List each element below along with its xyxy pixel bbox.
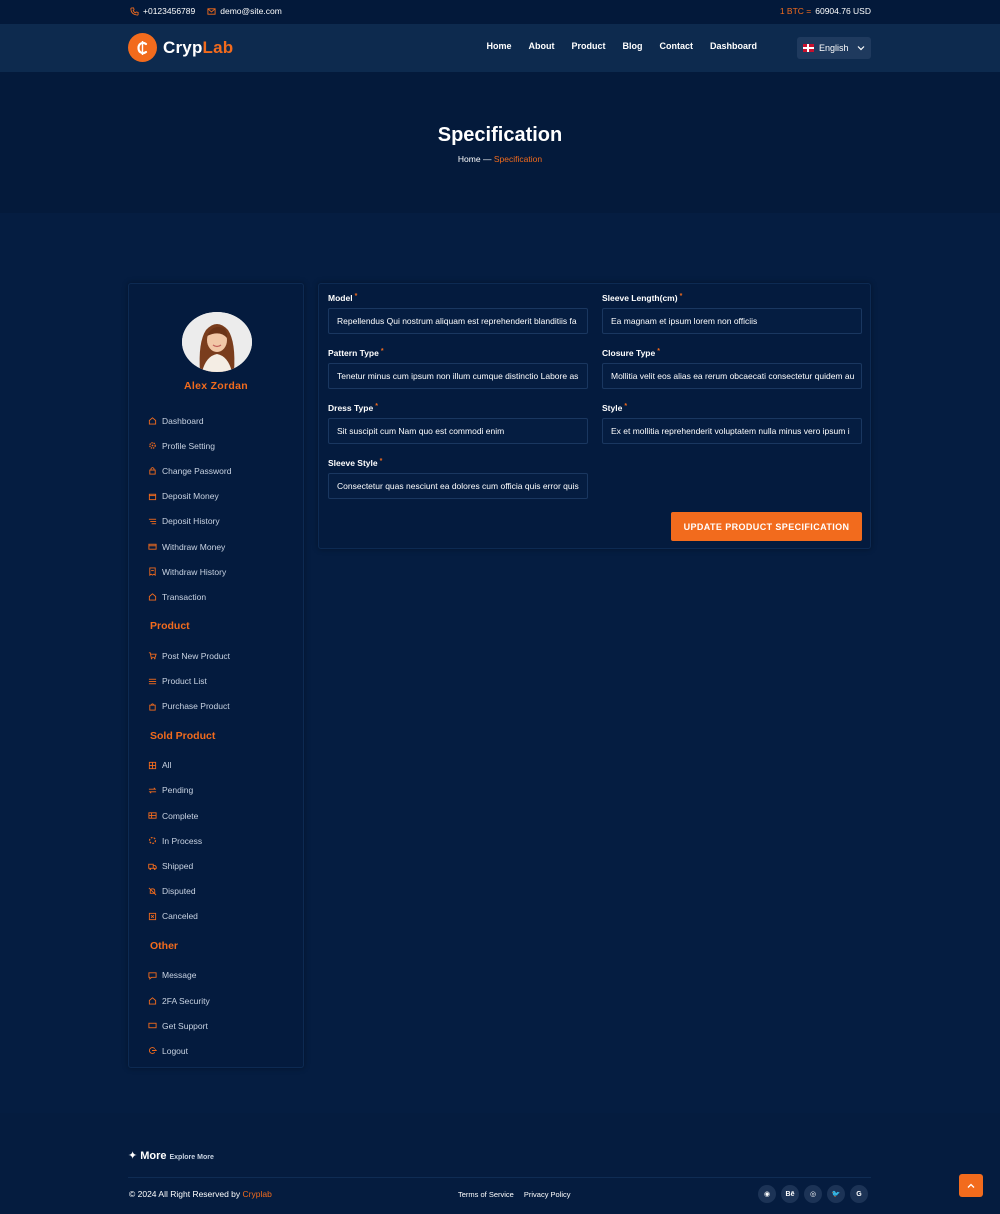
email-address: demo@site.com (220, 6, 282, 16)
twitter-icon[interactable]: 🐦 (827, 1185, 845, 1203)
sidebar-item-label: Transaction (162, 591, 207, 602)
logo-text-accent: Lab (202, 37, 234, 57)
style-input[interactable]: Ex et mollitia reprehenderit voluptatem nulla minus vero ipsum i (602, 418, 862, 444)
sidebar-item-label: Canceled (162, 911, 198, 922)
truck-icon (148, 862, 157, 871)
language-value: English (819, 43, 849, 53)
breadcrumb-separator: — (482, 154, 492, 164)
phone-icon (130, 7, 139, 16)
more-sublabel: Explore More (169, 1154, 214, 1161)
ticket-icon (148, 1021, 157, 1030)
sidebar-item-label: Purchase Product (162, 701, 230, 712)
more-label: More (140, 1150, 167, 1162)
home-icon (148, 416, 157, 425)
nav-dashboard[interactable]: Dashboard (709, 41, 757, 51)
dashboard-sidebar (128, 283, 304, 1068)
bell-off-icon (148, 887, 157, 896)
mail-icon (207, 7, 216, 16)
specification-form (318, 283, 871, 549)
chevron-down-icon (857, 44, 865, 52)
sidebar-item-transaction[interactable] (148, 584, 231, 609)
sidebar-item-label: Withdraw History (162, 566, 227, 577)
explore-more[interactable] (128, 1149, 214, 1162)
style-field-group (602, 403, 862, 444)
back-to-top-button[interactable] (959, 1174, 983, 1197)
sidebar-item-logout[interactable] (148, 1038, 231, 1063)
sidebar-item-pending[interactable] (148, 778, 231, 803)
sidebar-item-label: Logout (162, 1045, 188, 1056)
closure-type-input[interactable]: Mollitia velit eos alias ea rerum obcaecati consectetur quidem au (602, 363, 862, 389)
dribbble-icon[interactable]: ◉ (758, 1185, 776, 1203)
closure-type-label (602, 348, 862, 358)
sleeve-length-input[interactable]: Ea magnam et ipsum lorem non officiis (602, 308, 862, 334)
list-icon (148, 517, 157, 526)
btc-rate-value: 60904.76 USD (815, 6, 871, 16)
sidebar-item-withdraw-money[interactable] (148, 534, 231, 559)
sidebar-item-label: Post New Product (162, 650, 231, 661)
sidebar-item-deposit-history[interactable] (148, 509, 231, 534)
site-header (0, 24, 1000, 72)
logo-text-primary: Cryp (163, 37, 203, 57)
sidebar-item-shipped[interactable] (148, 853, 231, 878)
sidebar-item-disputed[interactable] (148, 879, 231, 904)
behance-icon[interactable]: Bē (781, 1185, 799, 1203)
dress-type-field-group (328, 403, 588, 444)
breadcrumb-home[interactable]: Home (457, 154, 481, 164)
home-icon (148, 592, 157, 601)
email-contact[interactable] (207, 6, 282, 16)
grid-icon (148, 761, 157, 770)
sidebar-item-label: Complete (162, 810, 199, 821)
sidebar-section-product: Product (150, 620, 190, 633)
menu-icon (148, 677, 157, 686)
receipt-icon (148, 567, 157, 576)
sidebar-item-label: All (162, 760, 172, 771)
sleeve-length-label (602, 293, 862, 303)
sleeve-style-field-group (328, 458, 588, 499)
sidebar-item-profile-setting[interactable] (148, 433, 231, 458)
card-icon (148, 542, 157, 551)
model-label (328, 293, 588, 303)
site-logo[interactable] (128, 33, 233, 62)
model-label-text: Model (328, 293, 353, 303)
sidebar-item-label: Dashboard (162, 415, 204, 426)
sidebar-item-post-new-product[interactable] (148, 643, 231, 668)
page-hero (0, 72, 1000, 213)
nav-blog[interactable]: Blog (622, 41, 643, 51)
main-nav (486, 41, 757, 51)
model-input[interactable]: Repellendus Qui nostrum aliquam est reprehenderit blanditiis fa (328, 308, 588, 334)
sidebar-item-label: Profile Setting (162, 440, 215, 451)
sleeve-length-field-group (602, 293, 862, 334)
sidebar-item-canceled[interactable] (148, 904, 231, 929)
nav-home[interactable]: Home (486, 41, 512, 51)
sidebar-item-withdraw-history[interactable] (148, 559, 231, 584)
sidebar-item-purchase-product[interactable] (148, 694, 231, 719)
sparkle-icon: ✦ (128, 1150, 138, 1162)
required-mark: * (624, 403, 628, 410)
top-bar (0, 0, 1000, 24)
dress-type-label (328, 403, 588, 413)
sidebar-item-dashboard[interactable] (148, 408, 231, 433)
sidebar-item-label: Shipped (162, 861, 194, 871)
sidebar-item-label: Pending (162, 785, 194, 796)
lock-icon (148, 466, 157, 475)
required-mark: * (657, 348, 660, 355)
nav-product[interactable]: Product (571, 41, 606, 51)
phone-contact[interactable] (130, 6, 195, 16)
sidebar-item-message[interactable] (148, 963, 231, 988)
sidebar-section-other: Other (150, 939, 179, 952)
dress-type-input[interactable]: Sit suscipit cum Nam quo est commodi enim (328, 418, 588, 444)
sidebar-item-label: Withdraw Money (162, 541, 226, 552)
logout-icon (148, 1046, 157, 1055)
sidebar-item-label: Deposit History (162, 516, 220, 527)
x-square-icon (148, 912, 157, 921)
sidebar-item-in-process[interactable] (148, 828, 231, 853)
uk-flag-icon (803, 44, 814, 52)
btc-rate-label: 1 BTC = (779, 6, 812, 16)
dress-type-label-text: Dress Type (328, 403, 374, 413)
style-label (602, 403, 862, 413)
logo-text (163, 38, 233, 58)
logo-coin-icon (128, 33, 157, 62)
sidebar-item-label: Get Support (162, 1020, 208, 1031)
cart-icon (148, 651, 157, 660)
pattern-type-label (328, 348, 588, 358)
model-field-group (328, 293, 588, 334)
update-specification-button[interactable]: UPDATE PRODUCT SPECIFICATION (671, 512, 862, 541)
required-mark: * (375, 403, 378, 410)
phone-number: +0123456789 (143, 6, 196, 16)
copyright-brand-link[interactable]: Cryplab (242, 1189, 272, 1199)
nav-about[interactable]: About (528, 41, 555, 51)
language-select[interactable] (797, 37, 871, 59)
sidebar-item-label: Disputed (162, 886, 196, 897)
breadcrumb-current: Specification (493, 154, 543, 164)
sidebar-item-label: Deposit Money (162, 491, 219, 502)
swap-icon (148, 786, 157, 795)
required-mark: * (354, 293, 358, 300)
pattern-type-input[interactable]: Tenetur minus cum ipsum non illum cumque distinctio Labore as (328, 363, 588, 389)
sidebar-item-all[interactable] (148, 753, 231, 778)
sidebar-item-2fa-security[interactable] (148, 988, 231, 1013)
copyright-text: © 2024 All Right Reserved by (129, 1189, 241, 1199)
copyright (129, 1189, 272, 1199)
page-title: Specification (437, 124, 563, 146)
sidebar-item-label: Product List (162, 676, 207, 687)
sleeve-style-input[interactable]: Consectetur quas nesciunt ea dolores cum officia quis error quis (328, 473, 588, 499)
terms-link[interactable]: Terms of Service (458, 1190, 514, 1199)
sidebar-item-label: Message (162, 970, 197, 981)
instagram-icon[interactable]: ◎ (804, 1185, 822, 1203)
gear-icon (148, 441, 157, 450)
required-mark: * (380, 348, 384, 355)
pattern-type-label-text: Pattern Type (328, 348, 379, 358)
avatar (182, 312, 252, 372)
table-icon (148, 811, 157, 820)
spinner-icon (148, 836, 157, 845)
sidebar-item-label: In Process (162, 835, 203, 846)
sleeve-style-label-text: Sleeve Style (328, 458, 378, 468)
footer-links (458, 1190, 571, 1199)
chat-icon (148, 971, 157, 980)
sidebar-item-deposit-money[interactable] (148, 484, 231, 509)
user-name: Alex Zordan (184, 380, 248, 392)
chevron-up-icon (966, 1181, 976, 1191)
sidebar-item-product-list[interactable] (148, 668, 231, 693)
sidebar-section-sold-product: Sold Product (150, 729, 216, 742)
sidebar-item-label: Change Password (162, 465, 232, 476)
required-mark: * (379, 458, 383, 465)
privacy-link[interactable]: Privacy Policy (523, 1190, 571, 1199)
pattern-type-field-group (328, 348, 588, 389)
footer-divider (128, 1177, 871, 1178)
sidebar-item-complete[interactable] (148, 803, 231, 828)
sidebar-item-label: 2FA Security (162, 995, 210, 1006)
style-label-text: Style (602, 403, 623, 413)
btc-rate (780, 6, 871, 16)
sleeve-length-label-text: Sleeve Length(cm) (602, 293, 678, 303)
sidebar-item-change-password[interactable] (148, 458, 231, 483)
nav-contact[interactable]: Contact (659, 41, 693, 51)
sidebar-menu (148, 408, 231, 1064)
required-mark: * (679, 293, 683, 300)
social-links (758, 1185, 868, 1203)
sidebar-item-get-support[interactable] (148, 1013, 231, 1038)
sleeve-style-label (328, 458, 588, 468)
closure-type-field-group (602, 348, 862, 389)
home-icon (148, 996, 157, 1005)
bag-icon (148, 702, 157, 711)
google-icon[interactable]: G (850, 1185, 868, 1203)
closure-type-label-text: Closure Type (602, 348, 656, 358)
breadcrumb (0, 154, 1000, 164)
wallet-icon (148, 492, 157, 501)
